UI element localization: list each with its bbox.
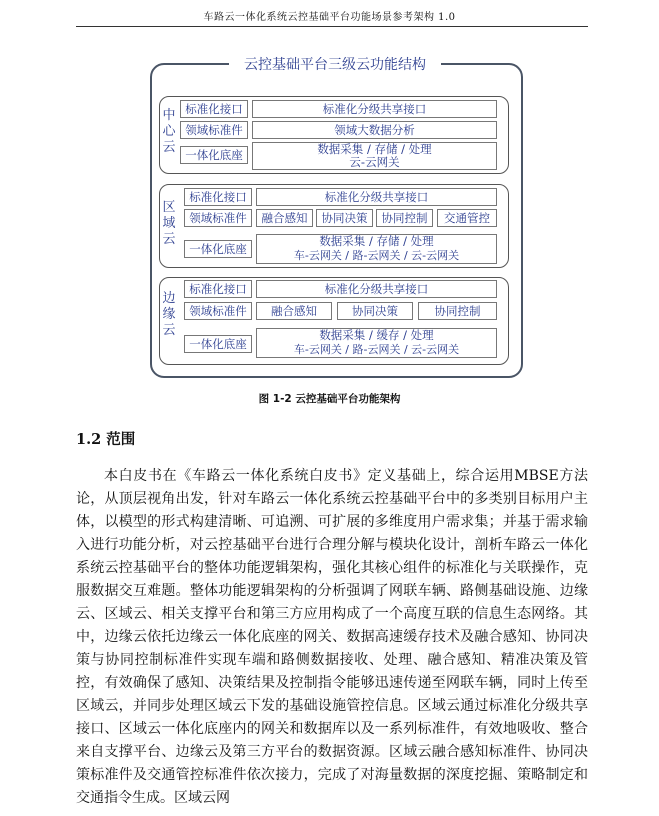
edge-component-control: 协同控制 — [418, 302, 497, 320]
edge-interface-cell: 标准化分级共享接口 — [256, 280, 497, 298]
section-heading: 1.2 范围 — [76, 431, 136, 448]
tier-edge-cloud-label: 边缘云 — [162, 291, 176, 338]
regional-component-decision: 协同决策 — [316, 209, 373, 227]
regional-interface-cell: 标准化分级共享接口 — [256, 188, 497, 206]
regional-interface-label: 标准化接口 — [184, 188, 252, 206]
edge-component-decision: 协同决策 — [337, 302, 413, 320]
center-interface-cell: 标准化分级共享接口 — [252, 100, 497, 118]
edge-base-cell-2: 车-云网关 / 路-云网关 / 云-云网关 — [256, 343, 497, 358]
regional-base-label: 一体化底座 — [184, 240, 252, 258]
regional-component-fusion: 融合感知 — [256, 209, 313, 227]
center-component-cell: 领域大数据分析 — [252, 121, 497, 139]
running-header: 车路云一体化系统云控基础平台功能场景参考架构 1.0 — [203, 12, 456, 23]
figure-caption: 图 1-2 云控基础平台功能架构 — [258, 393, 401, 405]
regional-base-cell-2: 车-云网关 / 路-云网关 / 云-云网关 — [256, 249, 497, 264]
regional-component-label: 领域标准件 — [184, 209, 252, 227]
center-interface-label: 标准化接口 — [180, 100, 248, 118]
edge-base-cell-1: 数据采集 / 缓存 / 处理 — [256, 328, 497, 343]
edge-interface-label: 标准化接口 — [184, 280, 252, 298]
edge-component-fusion: 融合感知 — [256, 302, 332, 320]
edge-component-label: 领域标准件 — [184, 302, 252, 320]
regional-component-traffic: 交通管控 — [437, 209, 497, 227]
tier-center-cloud-label: 中心云 — [162, 108, 176, 155]
body-paragraph: 本白皮书在《车路云一体化系统白皮书》定义基础上，综合运用MBSE方法论，从顶层视角出发，针对车路云一体化系统云控基础平台中的多类别目标用户主体，以模型的形式构建清晰、可追溯、可扩展的多维度用户需求集；并基于需求输入进行功能分析，对云控基础平台进行合理分解与模块化设计，剖析车路云一体化系统云控基础平台的整体功能逻辑架构，强化其核心组件的标准化与关联操作，克服数据交互难题。整体功能逻辑架构的分析强调了网联车辆、路侧基础设施、边缘云、区域云、相关支撑平台和第三方应用构成了一个高度互联的信息生态网络。其中，边缘云依托边缘云一体化底座的网关、数据高速缓存技术及融合感知、协同决策与协同控制标准件实现车端和路侧数据接收、处理、融合感知、精准决策及管控，有效确保了感知、决策结果及控制指令能够迅速传递至网联车辆，同时上传至区域云，并同步处理区域云下发的基础设施管控信息。区域云通过标准化分级共享接口、区域云一体化底座内的网关和数据库以及一系列标准件，有效地吸收、整合来自支撑平台、边缘云及第三方平台的数据资源。区域云融合感知标准件、协同决策标准件及交通管控标准件依次接力，完成了对海量数据的深度挖掘、策略制定和交通指令生成。区域云网 — [76, 468, 588, 806]
regional-base-cell-1: 数据采集 / 存储 / 处理 — [256, 234, 497, 249]
header-rule — [76, 26, 588, 27]
center-base-cell-1: 数据采集 / 存储 / 处理 — [252, 142, 497, 156]
center-base-cell-2: 云-云网关 — [252, 156, 497, 170]
diagram-title: 云控基础平台三级云功能结构 — [229, 54, 441, 76]
regional-component-control: 协同控制 — [376, 209, 433, 227]
tier-regional-cloud-label: 区域云 — [162, 200, 176, 247]
center-base-label: 一体化底座 — [180, 146, 248, 164]
edge-base-label: 一体化底座 — [184, 335, 252, 353]
center-component-label: 领域标准件 — [180, 121, 248, 139]
